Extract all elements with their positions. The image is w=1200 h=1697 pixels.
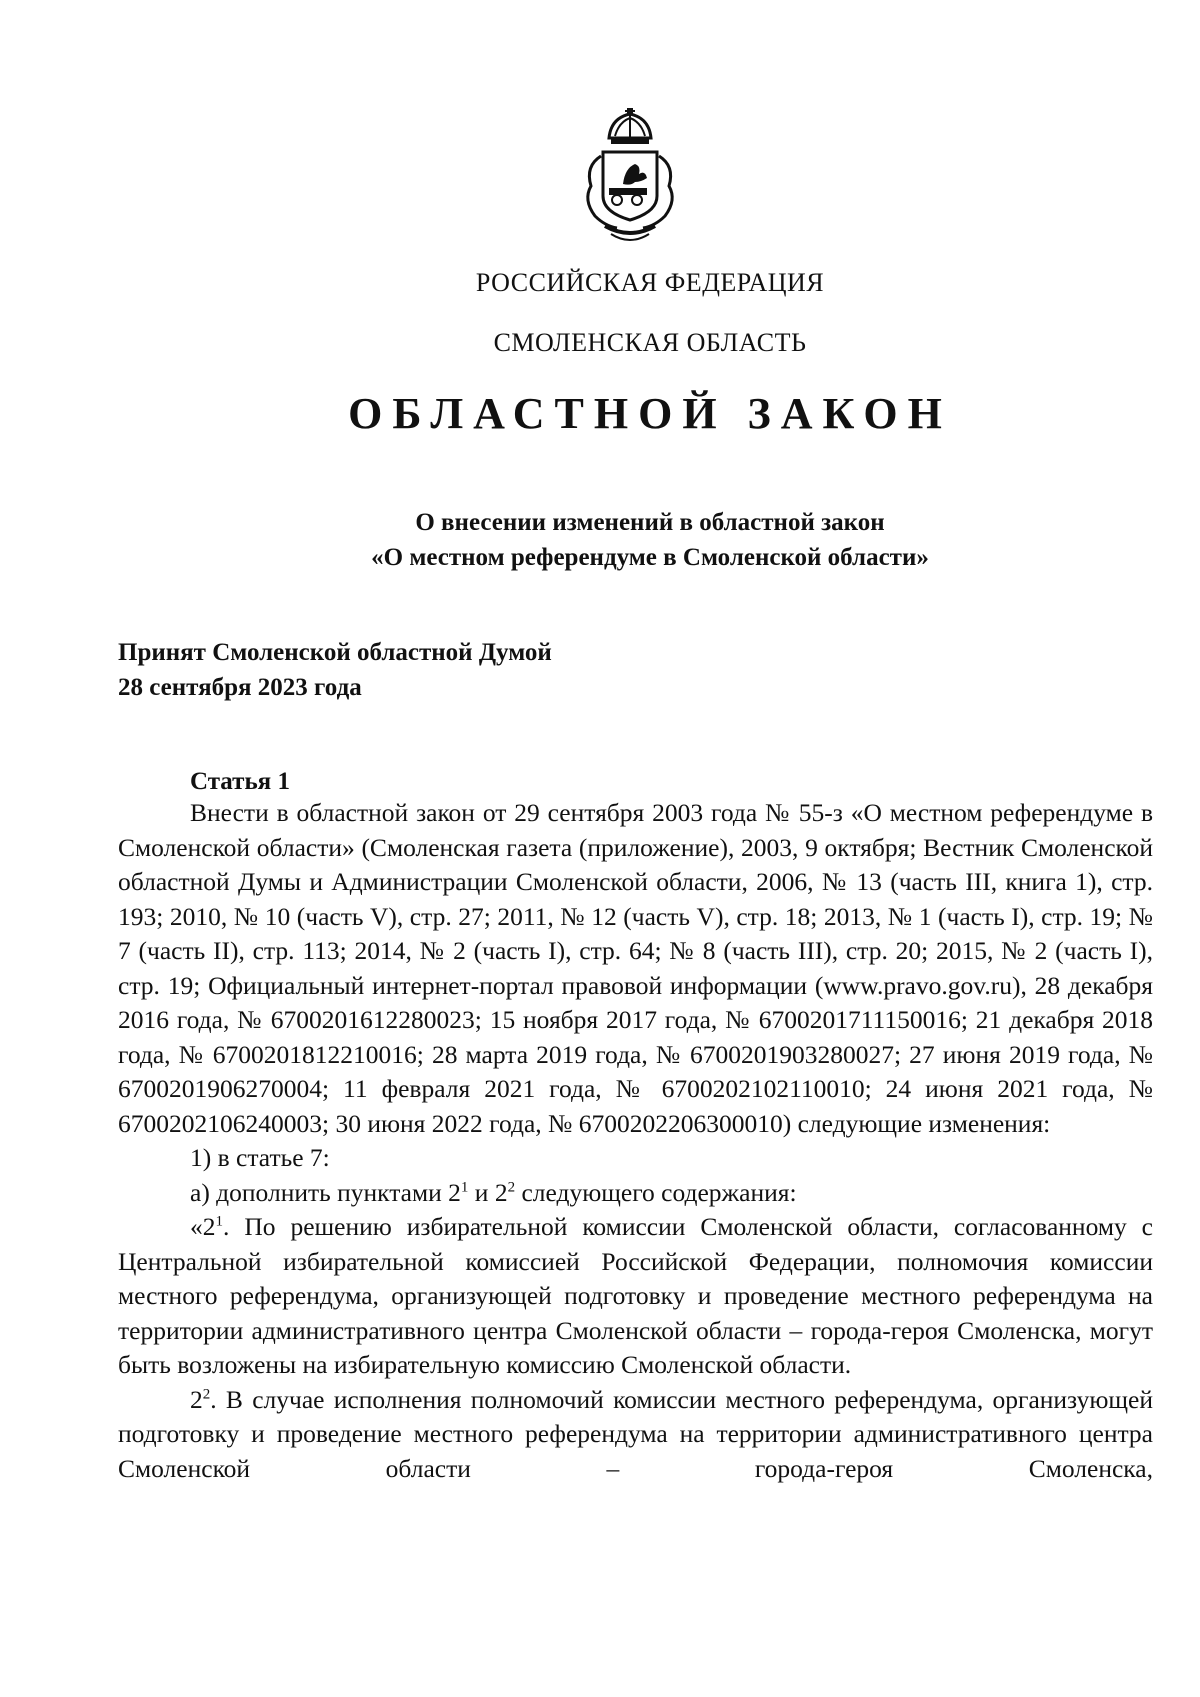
document-type-heading: ОБЛАСТНОЙ ЗАКОН	[348, 389, 952, 438]
point-2-2-paragraph: $2^2$. В случае исполнения полномочий комиссии местного референдума, организующей подготовку и проведение местного референдума на территории административного центра Смоленской области – города-героя Смоленска,	[118, 1384, 1153, 1483]
law-title	[0, 505, 1200, 575]
adoption-note-line-1: Принят Смоленской областной Думой	[118, 639, 552, 666]
country-heading: РОССИЙСКАЯ ФЕДЕРАЦИЯ	[475, 268, 825, 297]
item-a-paragraph: а) дополнить пунктами $2^1$ и $2^2$ следующего содержания:	[190, 1177, 797, 1207]
article-intro-paragraph: Внести в областной закон от 29 сентября 2003 года № 55-з «О местном референдуме в Смоленской области» (Смоленская газета (приложение), 2003, 9 октября; Вестник Смоленской областной Думы и Администрации Смоленской области, 2006, № 13 (часть III, книга 1), стр. 193; 2010, № 10 (часть V), стр. 27; 2011, № 12 (часть V), стр. 18; 2013, № 1 (часть I), стр. 19; № 7 (часть II), стр. 113; 2014, № 2 (часть I), стр. 64; № 8 (часть III), стр. 20; 2015, № 2 (часть I), стр. 19; Официальный интернет-портал правовой информации (www.pravo.gov.ru), 28 декабря 2016 года, № 6700201612280023; 15 ноября 2017 года, № 6700201711150016; 21 декабря 2018 года, № 6700201812210016; 28 марта 2019 года, № 6700201903280027; 27 июня 2019 года, № 6700201906270004; 11 февраля 2021 года, № 6700202102110010; 24 июня 2021 года, № 6700202106240003; 30 июня 2022 года, № 6700202206300010) следующие изменения:	[118, 798, 1153, 1138]
article-heading: Статья 1	[190, 768, 290, 795]
coat-of-arms-emblem	[575, 108, 685, 248]
law-title-line-2: «О местном референдуме в Смоленской области»	[371, 544, 929, 571]
law-title-line-1: О внесении изменений в областной закон	[415, 509, 885, 536]
region-heading: СМОЛЕНСКАЯ ОБЛАСТЬ	[493, 328, 807, 357]
point-2-1-paragraph: «$2^1$. По решению избирательной комиссии Смоленской области, согласованному с Центральной избирательной комиссией Российской Федерации, полномочия комиссии местного референдума, организующей подготовку и проведение местного референдума на территории административного центра Смоленской области – города-героя Смоленска, могут быть возложены на избирательную комиссию Смоленской области.	[118, 1212, 1153, 1379]
item-1-paragraph: 1) в статье 7:	[190, 1143, 330, 1172]
article-body	[118, 796, 1153, 1486]
adoption-note	[118, 635, 552, 705]
adoption-date: 28 сентября 2023 года	[118, 674, 362, 701]
